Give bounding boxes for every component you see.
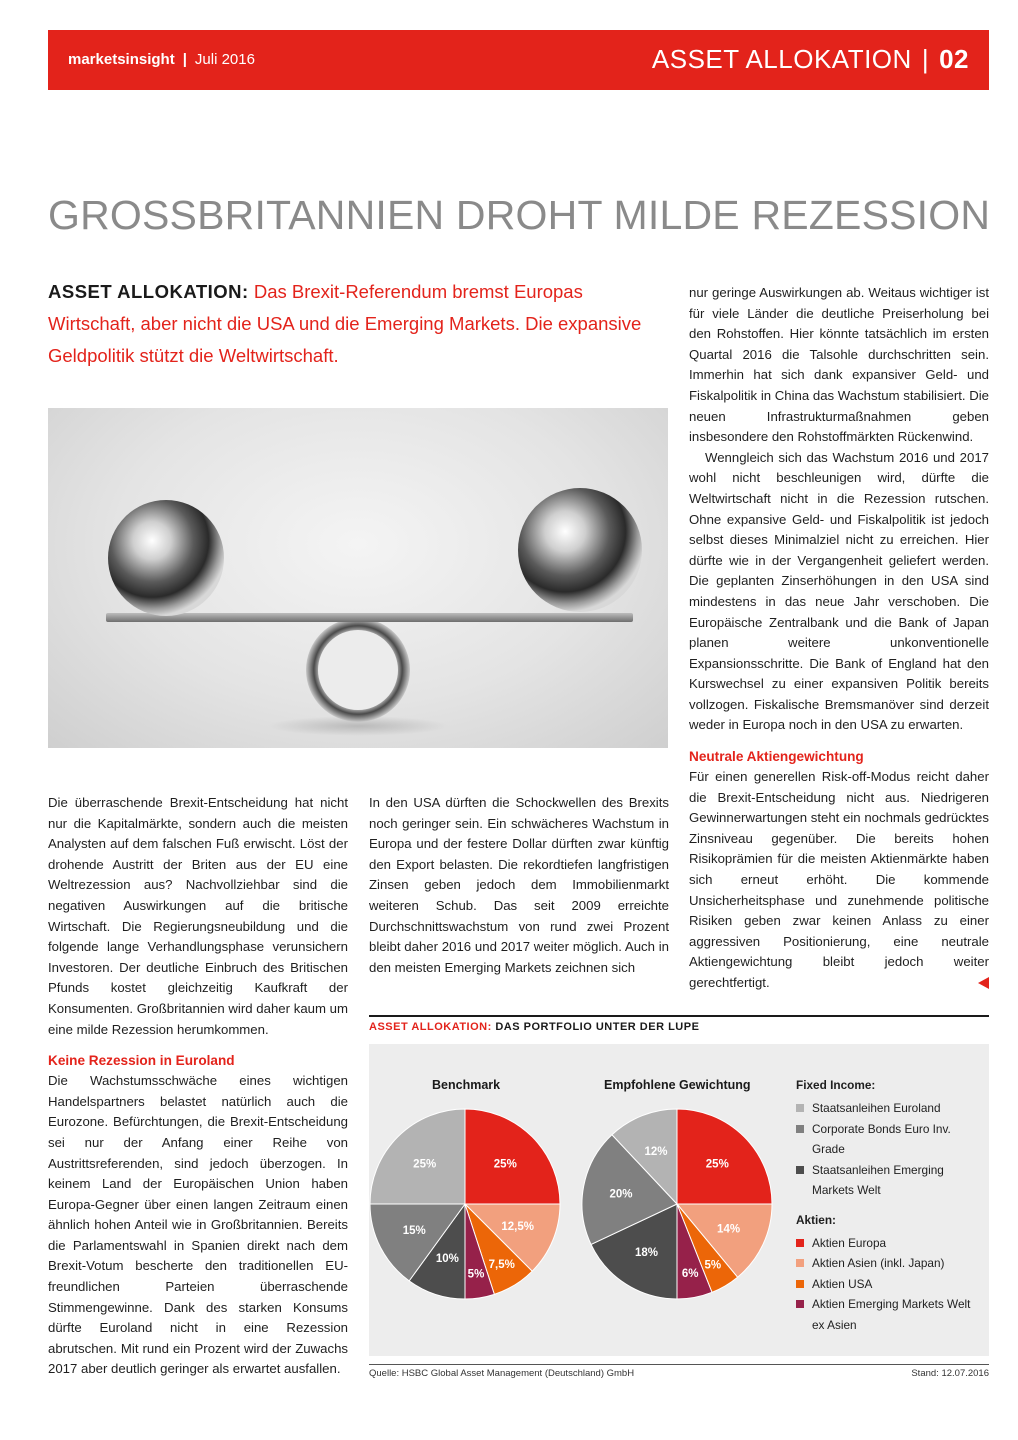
section-name: ASSET ALLOKATION (651, 44, 912, 74)
subheading-euroland: Keine Rezession in Euroland (48, 1053, 235, 1069)
paragraph-gap (48, 1040, 348, 1050)
page-header (48, 30, 989, 90)
paragraph-intro: Die überraschende Brexit-Entscheidung hat nicht nur die Kapitalmärkte, sondern auch die meisten Analysten auf dem falschen Fuß erwischt. Löst der drohende Austritt der Briten aus der EU eine Weltrezession aus? Nachvollziehbar sind die negativen Auswirkungen auf die britische Wirtschaft. Die Regierungsneubildung und die folgende lange Verhandlungsphase verunsichern Investoren. Der deutliche Einbruch des Britischen Pfunds kostet gleichzeitig Kaufkraft der Konsumenten. Großbritannien wird daher kaum um eine milde Rezession herumkommen. (48, 795, 348, 1037)
pie-slice-label: 12% (644, 1146, 668, 1159)
legend-label: Aktien Asien (inkl. Japan) (812, 1256, 945, 1270)
pie-slice-label: 7,5% (488, 1258, 515, 1271)
lead-text: Das Brexit-Referendum bremst Europas Wirtschaft, aber nicht die USA und die Emerging Markets. Die expansive Geldpolitik stützt die Weltwirtschaft. (48, 281, 642, 366)
column-middle (369, 793, 669, 978)
issue-date: Juli 2016 (194, 51, 255, 68)
paragraph-equity (689, 767, 989, 994)
pie-slice-label: 10% (435, 1253, 459, 1266)
legend-item-staatsanleihen-em (796, 1160, 986, 1201)
pie-title-benchmark: Benchmark (432, 1078, 501, 1092)
pie-slice-label: 5% (704, 1259, 722, 1272)
legend-swatch (796, 1166, 804, 1174)
ring-hole (318, 630, 398, 710)
balance-scale-spheres-image (48, 408, 668, 748)
paragraph-euroland: Die Wachstumsschwäche eines wichtigen Handelspartners belastet natürlich auch die Eurozone. Befürchtungen, die Brexit-Entscheidung sei nur der Anfang einer Reihe von Austrittsreferenden, sind jedoch überzogen. In keinem Land der Europäischen Union haben Europa-Gegner über einen langen Zeitraum einen ähnlich hohen Anteil wie in Großbritannien. Bereits die Parlamentswahl in Spanien direkt nach dem Brexit-Votum bescherte den traditionellen EU-freundlichen Parteien überraschende Stimmengewinne. Dank des starken Konsums dürfte Euroland nicht in eine Rezession abrutschen. Mit rund ein Prozent wird der Zuwachs 2017 aber deutlich geringer als erwartet ausfallen. (48, 1073, 348, 1377)
legend-swatch (796, 1239, 804, 1247)
legend-swatch (796, 1104, 804, 1112)
balance-scale-graphic (48, 408, 668, 748)
legend-equity-title: Aktien: (796, 1212, 836, 1227)
article-title: GROSSBRITANNIEN DROHT MILDE REZESSION (48, 192, 991, 238)
end-triangle-icon (978, 977, 989, 989)
portfolio-title (369, 1015, 989, 1033)
legend-swatch (796, 1259, 804, 1267)
pie-slice-label: 25% (493, 1158, 517, 1171)
portfolio-chart-panel (369, 1044, 989, 1356)
paragraph-equity-text: Für einen generellen Risk-off-Modus reicht daher die Brexit-Entscheidung nicht aus. Niedrigeren Gewinnerwartungen steht ein nochmals gedrücktes Zinsniveau gegenüber. Die bereits hohen Risikoprämien für die meisten Aktienmärkte haben sich erneut erhöht. Die kommende Unsicherheitsphase und zunehmende politische Risiken geben zwar keinen Anlass zu einer aggressiven Positionierung, eine neutrale Aktiengewichtung bleibt jedoch weiter gerechtfertigt. (689, 769, 989, 990)
legend-label: Aktien Europa (812, 1235, 887, 1250)
legend-item-aktien-asien (796, 1253, 986, 1274)
paragraph-emerging: nur geringe Auswirkungen ab. Weitaus wichtiger ist für viele Länder die deutliche Preiserholung bei den Rohstoffen. Hier könnte tatsächlich im ersten Quartal 2016 die Talsohle durchschritten sein. Immerhin hat sich dank expansiver Geld- und Fiskalpolitik in China das Wachstum stabilisiert. Die neuen Infrastrukturmaßnahmen geben insbesondere den Rohstoffmärkten Rückenwind. (689, 285, 989, 445)
legend-item-corporate-bonds (796, 1119, 986, 1160)
header-right (652, 44, 969, 75)
legend-swatch (796, 1125, 804, 1133)
column-left (48, 793, 348, 1380)
pie-title-recommended: Empfohlene Gewichtung (604, 1078, 751, 1092)
legend-label: Staatsanleihen Emerging Markets Welt (812, 1162, 944, 1197)
article-lead (48, 276, 668, 372)
paragraph-usa: In den USA dürften die Schockwellen des Brexits noch geringer sein. Ein schwächeres Wachstum in Europa und der festere Dollar dürften zwar künftig den Export belasten. Die rekordtiefen langfristigen Zinsen geben jedoch dem Immobilienmarkt weiteren Schub. Das seit 2009 erreichte Durchschnittswachstum von rund zwei Prozent bleibt daher 2016 und 2017 weiter möglich. Auch in den meisten Emerging Markets zeichnen sich (369, 795, 669, 975)
column-right (689, 283, 989, 994)
legend-item-aktien-usa (796, 1274, 986, 1295)
paragraph-gap (689, 736, 989, 746)
pie-recommended (582, 1109, 772, 1299)
portfolio-footer (369, 1364, 989, 1379)
pie-slice-label: 14% (717, 1223, 741, 1236)
legend-spacer (796, 1201, 986, 1213)
pie-slice-label: 12,5% (501, 1220, 534, 1233)
portfolio-title-kicker: ASSET ALLOKATION: (369, 1021, 492, 1033)
pie-slice-label: 25% (413, 1158, 437, 1171)
legend-swatch (796, 1300, 804, 1308)
legend-item-aktien-europa (796, 1233, 986, 1254)
pie-slice-label: 20% (609, 1188, 633, 1201)
legend-label: Corporate Bonds Euro Inv. Grade (812, 1121, 951, 1156)
legend-label: Staatsanleihen Euroland (812, 1101, 941, 1115)
legend-item-staatsanleihen-euroland (796, 1098, 986, 1119)
sphere-left (108, 500, 224, 616)
legend-swatch (796, 1280, 804, 1288)
pie-slice (677, 1109, 772, 1204)
legend-item-aktien-em (796, 1294, 986, 1335)
page-number: 02 (939, 44, 969, 74)
lead-kicker: ASSET ALLOKATION: (48, 281, 249, 302)
legend-fixed-income-title: Fixed Income: (796, 1078, 876, 1092)
date-note: Stand: 12.07.2016 (911, 1368, 989, 1379)
pie-charts (369, 1044, 789, 1356)
source-note: Quelle: HSBC Global Asset Management (Deutschland) GmbH (369, 1368, 635, 1379)
brand-name: marketsinsight (68, 51, 175, 68)
paragraph-world-economy: Wenngleich sich das Wachstum 2016 und 2017 wohl nicht beschleunigen wird, dürfte die Weltwirtschaft nicht in die Rezession rutschen. Ohne expansive Geld- und Fiskalpolitik ist jedoch selbst dieses Minimalziel nicht zu erreichen. Hier dürfte wie in der Vergangenheit geliefert werden. Die geplanten Zinserhöhungen in den USA sind mindestens in das neue Jahr verschoben. Die Europäische Zentralbank und die Bank of Japan planen weitere unkonventionelle Expansionsschritte. Die Bank of England hat den Kurswechsel zu einer expansiven Politik bereits vollzogen. Fiskalische Bremsmanöver sind derzeit weder in Europa noch in den USA zu erwarten. (689, 449, 989, 733)
pie-slice (465, 1109, 560, 1204)
pie-slice-label: 5% (467, 1268, 485, 1281)
header-separator: | (182, 51, 187, 68)
pie-slice (370, 1109, 465, 1204)
header-left (68, 51, 255, 68)
pie-slice-label: 18% (634, 1247, 658, 1260)
pie-slice-label: 25% (705, 1158, 729, 1171)
pie-benchmark (370, 1109, 560, 1299)
portfolio-title-text: DAS PORTFOLIO UNTER DER LUPE (495, 1021, 700, 1033)
pie-slice-label: 15% (402, 1224, 426, 1237)
sphere-right (518, 488, 642, 612)
legend-label: Aktien USA (812, 1276, 873, 1291)
header-separator-right: | (921, 44, 930, 74)
legend-label: Aktien Emerging Markets Welt ex Asien (812, 1297, 971, 1332)
subheading-equity: Neutrale Aktiengewichtung (689, 749, 864, 765)
pie-slice-label: 6% (681, 1268, 699, 1281)
balance-plank (106, 613, 633, 622)
chart-legend (796, 1078, 986, 1335)
